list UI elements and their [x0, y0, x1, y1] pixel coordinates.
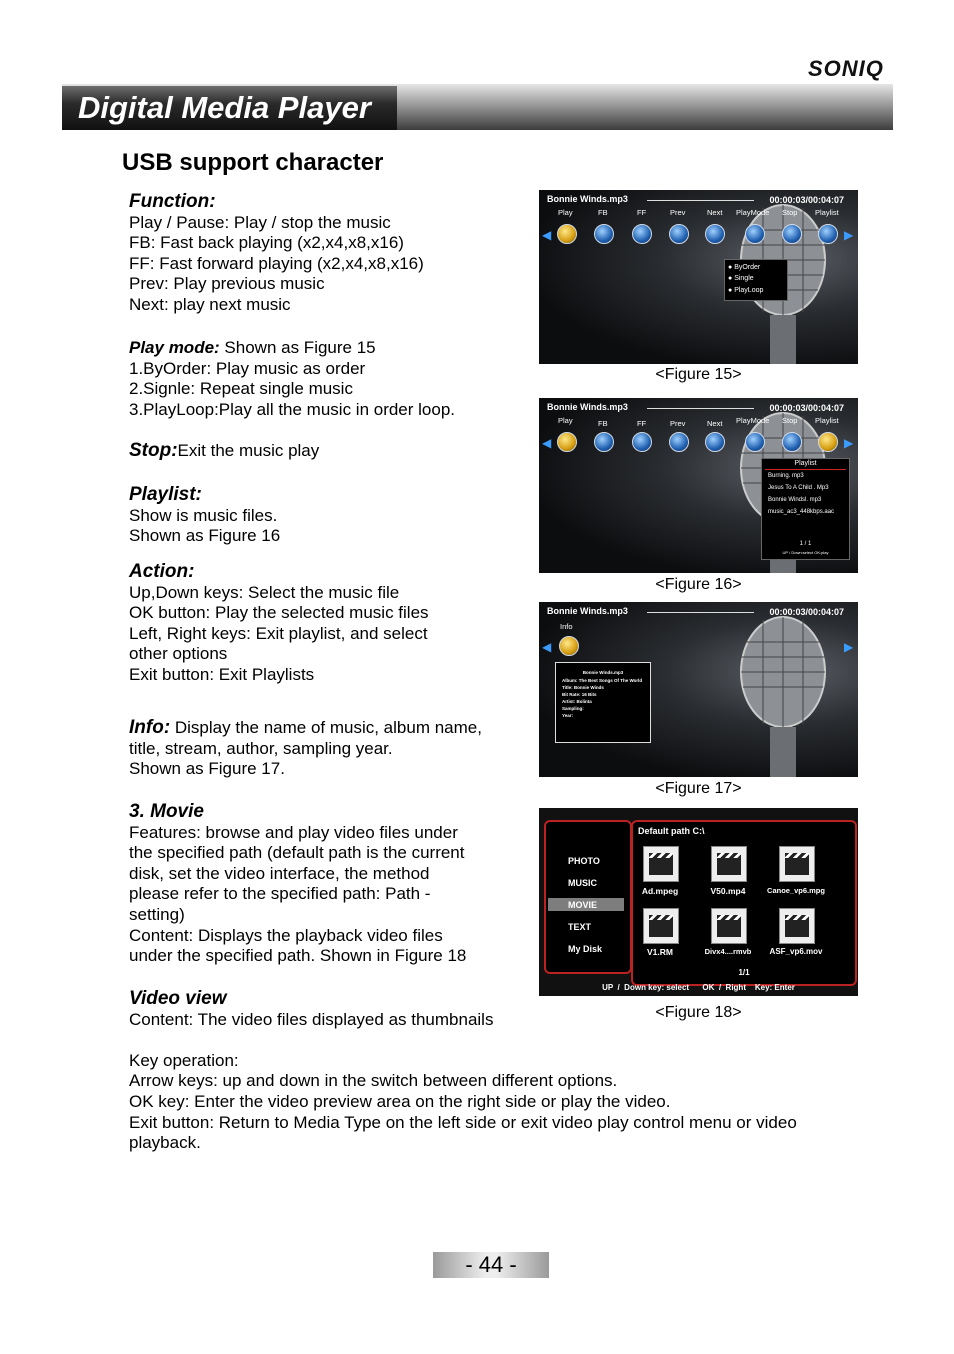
stop-button[interactable]: [782, 432, 802, 452]
playlist-hint: UP / Down:select OK:play: [782, 550, 829, 555]
video-file-name: V1.RM: [647, 947, 673, 957]
default-path: Default path C:\: [638, 826, 705, 836]
track-time: 00:00:03/00:04:07: [769, 607, 844, 617]
playmode-menu: [724, 259, 788, 301]
video-view-line: Arrow keys: up and down in the switch between different options.: [129, 1071, 618, 1091]
info-line: title, stream, author, sampling year.: [129, 738, 393, 758]
video-thumbnail[interactable]: [711, 846, 747, 882]
label-ff: FF: [637, 208, 647, 217]
info-button[interactable]: [559, 636, 579, 656]
label-playmode: PlayMode: [736, 416, 770, 425]
function-line: Play / Pause: Play / stop the music: [129, 212, 391, 232]
video-file-name: Divx4....rmvb: [704, 947, 752, 956]
menu-item-movie[interactable]: MOVIE: [568, 900, 598, 910]
fast-forward-button[interactable]: [632, 224, 652, 244]
function-heading: Function:: [129, 191, 216, 212]
menu-item-music[interactable]: MUSIC: [568, 878, 597, 888]
figure-18-caption: <Figure 18>: [655, 1004, 742, 1021]
playlist-line: Shown as Figure 16: [129, 526, 281, 546]
right-arrow-icon[interactable]: ▶: [844, 228, 854, 242]
media-type-menu: [544, 820, 632, 974]
right-arrow-icon[interactable]: ▶: [844, 436, 854, 450]
action-line: Exit button: Exit Playlists: [129, 664, 315, 684]
playlist-line: Show is music files.: [129, 505, 278, 525]
track-time: 00:00:03/00:04:07: [769, 195, 844, 205]
movie-line: setting): [129, 904, 185, 924]
label-stop: Stop: [782, 208, 798, 217]
playlist-item[interactable]: music_ac3_448kbps.aac: [768, 509, 835, 515]
info-line: Shown as Figure 17.: [129, 759, 285, 779]
playlist-section: [129, 485, 280, 547]
label-playmode: PlayMode: [736, 208, 770, 217]
video-thumbnail[interactable]: [643, 846, 679, 882]
label-info: Info: [560, 622, 573, 631]
movie-line: under the specified path. Shown in Figure 18: [129, 946, 467, 966]
info-line: Bonnie Winds.mp3: [582, 670, 624, 675]
video-view-line: Key operation:: [129, 1050, 239, 1070]
playlist-heading: Playlist:: [129, 484, 202, 505]
fast-forward-button[interactable]: [632, 432, 652, 452]
play-button[interactable]: [557, 432, 577, 452]
track-title: Bonnie Winds.mp3: [547, 194, 628, 204]
figure-15-caption: <Figure 15>: [655, 366, 742, 383]
progress-line: [647, 408, 754, 409]
function-line: Prev: Play previous music: [129, 274, 325, 294]
playmode-option[interactable]: ● Single: [728, 275, 754, 282]
label-prev: Prev: [670, 208, 686, 217]
movie-line: Content: Displays the playback video files: [129, 925, 443, 945]
figure-17-caption: <Figure 17>: [655, 780, 742, 797]
info-text: Display the name of music, album name,: [170, 718, 482, 737]
info-line: Sampling:: [562, 706, 584, 711]
play-button[interactable]: [557, 224, 577, 244]
label-playlist: Playlist: [815, 208, 839, 217]
video-thumbnail[interactable]: [779, 908, 815, 944]
action-heading: Action:: [129, 561, 195, 582]
playlist-item[interactable]: Burning. mp3: [768, 473, 804, 479]
function-line: FB: Fast back playing (x2,x4,x8,x16): [129, 233, 404, 253]
info-section: [129, 718, 482, 780]
figure-18-screenshot: [539, 808, 858, 996]
movie-section: [129, 802, 466, 967]
playlist-divider: [765, 469, 846, 470]
right-arrow-icon[interactable]: ▶: [844, 640, 854, 654]
info-line: Album: The Best Songs Of The World: [562, 678, 643, 683]
label-prev: Prev: [670, 419, 686, 428]
action-line: Left, Right keys: Exit playlist, and select: [129, 623, 428, 643]
video-file-name: V50.mp4: [710, 886, 746, 896]
section-title: USB support character: [122, 149, 384, 176]
label-ff: FF: [637, 419, 647, 428]
play-mode-line: 1.ByOrder: Play music as order: [129, 358, 366, 378]
video-preview-area: [631, 820, 857, 986]
video-view-line: playback.: [129, 1133, 201, 1153]
thumbnail-page: 1/1: [738, 968, 750, 977]
stop-button[interactable]: [782, 224, 802, 244]
left-arrow-icon[interactable]: ◀: [542, 436, 552, 450]
function-section: [129, 192, 424, 316]
video-thumbnail[interactable]: [643, 908, 679, 944]
label-fb: FB: [598, 208, 608, 217]
track-time: 00:00:03/00:04:07: [769, 403, 844, 413]
track-title: Bonnie Winds.mp3: [547, 606, 628, 616]
label-fb: FB: [598, 419, 608, 428]
movie-line: Features: browse and play video files under: [129, 822, 458, 842]
video-view-line: Content: The video files displayed as thumbnails: [129, 1009, 494, 1029]
playmode-option[interactable]: ● PlayLoop: [728, 287, 764, 294]
brand-logo: SONIQ: [808, 56, 884, 81]
action-line: other options: [129, 644, 228, 664]
label-next: Next: [707, 419, 723, 428]
fast-back-button[interactable]: [594, 224, 614, 244]
figure-15-screenshot: [539, 190, 858, 364]
figure-16-screenshot: [539, 398, 858, 573]
menu-item-photo[interactable]: PHOTO: [568, 856, 600, 866]
playlist-item[interactable]: Bonnie Windsl. mp3: [768, 497, 822, 503]
action-line: OK button: Play the selected music files: [129, 603, 429, 623]
playlist-item[interactable]: Jesus To A Child . Mp3: [768, 485, 829, 491]
stop-section: [129, 441, 319, 462]
playlist-page: 1 / 1: [799, 541, 812, 547]
action-section: [129, 562, 429, 686]
label-next: Next: [707, 208, 723, 217]
video-view-line: Exit button: Return to Media Type on the left side or exit video play control menu or video: [129, 1112, 797, 1132]
playmode-button[interactable]: [745, 224, 765, 244]
info-label: Info:: [129, 717, 171, 738]
play-mode-label: Play mode:: [129, 338, 220, 357]
movie-line: the specified path (default path is the current: [129, 843, 465, 863]
play-mode-line: 2.Signle: Repeat single music: [129, 379, 353, 399]
track-title: Bonnie Winds.mp3: [547, 402, 628, 412]
figure-16-caption: <Figure 16>: [655, 576, 742, 593]
play-mode-text: Shown as Figure 15: [219, 338, 376, 357]
fast-back-button[interactable]: [594, 432, 614, 452]
prev-button[interactable]: [669, 432, 689, 452]
label-playlist: Playlist: [815, 416, 839, 425]
menu-item-text[interactable]: TEXT: [568, 922, 592, 932]
page-number: - 44 -: [433, 1252, 549, 1278]
movie-heading: 3. Movie: [129, 801, 204, 822]
header-title-box: [62, 86, 397, 130]
menu-item-mydisk[interactable]: My Disk: [568, 944, 603, 954]
playmode-option[interactable]: ● ByOrder: [728, 264, 761, 271]
label-stop: Stop: [782, 416, 798, 425]
video-view-heading: Video view: [129, 988, 227, 1009]
playlist-title: Playlist: [794, 460, 817, 467]
next-button[interactable]: [705, 224, 725, 244]
video-file-name: Canoe_vp6.mpg: [767, 886, 825, 895]
stop-text: Exit the music play: [177, 441, 320, 460]
info-line: Year:: [562, 713, 574, 718]
playlist-panel: [761, 458, 850, 560]
video-file-name: Ad.mpeg: [641, 886, 679, 896]
playlist-button[interactable]: [818, 224, 838, 244]
left-arrow-icon[interactable]: ◀: [542, 640, 552, 654]
function-line: Next: play next music: [129, 294, 291, 314]
function-line: FF: Fast forward playing (x2,x4,x8,x16): [129, 253, 424, 273]
info-line: Bit Rate: 16 Bits: [562, 692, 597, 697]
action-line: Up,Down keys: Select the music file: [129, 582, 400, 602]
video-view-line: [129, 1030, 797, 1051]
progress-line: [647, 612, 754, 613]
stop-label: Stop:: [129, 440, 178, 461]
figure-17-screenshot: [539, 602, 858, 777]
video-thumbnail[interactable]: [779, 846, 815, 882]
movie-line: disk, set the video interface, the method: [129, 863, 430, 883]
info-line: Artist: Bolinta: [562, 699, 592, 704]
movie-line: please refer to the specified path: Path -: [129, 884, 431, 904]
playlist-button[interactable]: [818, 432, 838, 452]
info-panel: [555, 662, 651, 743]
info-line: Title: Bonnie Winds: [562, 685, 604, 690]
progress-line: [647, 200, 754, 201]
page-title: Digital Media Player: [78, 90, 371, 125]
label-play: Play: [558, 208, 573, 217]
video-thumbnail[interactable]: [711, 908, 747, 944]
video-file-name: ASF_vp6.mov: [769, 947, 823, 956]
video-view-line: OK key: Enter the video preview area on the right side or play the video.: [129, 1091, 671, 1111]
left-arrow-icon[interactable]: ◀: [542, 228, 552, 242]
next-button[interactable]: [705, 432, 725, 452]
label-play: Play: [558, 416, 573, 425]
playmode-button[interactable]: [745, 432, 765, 452]
play-mode-section: [129, 338, 455, 420]
prev-button[interactable]: [669, 224, 689, 244]
microphone-image: [688, 602, 858, 777]
play-mode-line: 3.PlayLoop:Play all the music in order loop.: [129, 399, 456, 419]
key-hint: UP / Down key: select OK / Right Key: Enter: [602, 983, 795, 992]
